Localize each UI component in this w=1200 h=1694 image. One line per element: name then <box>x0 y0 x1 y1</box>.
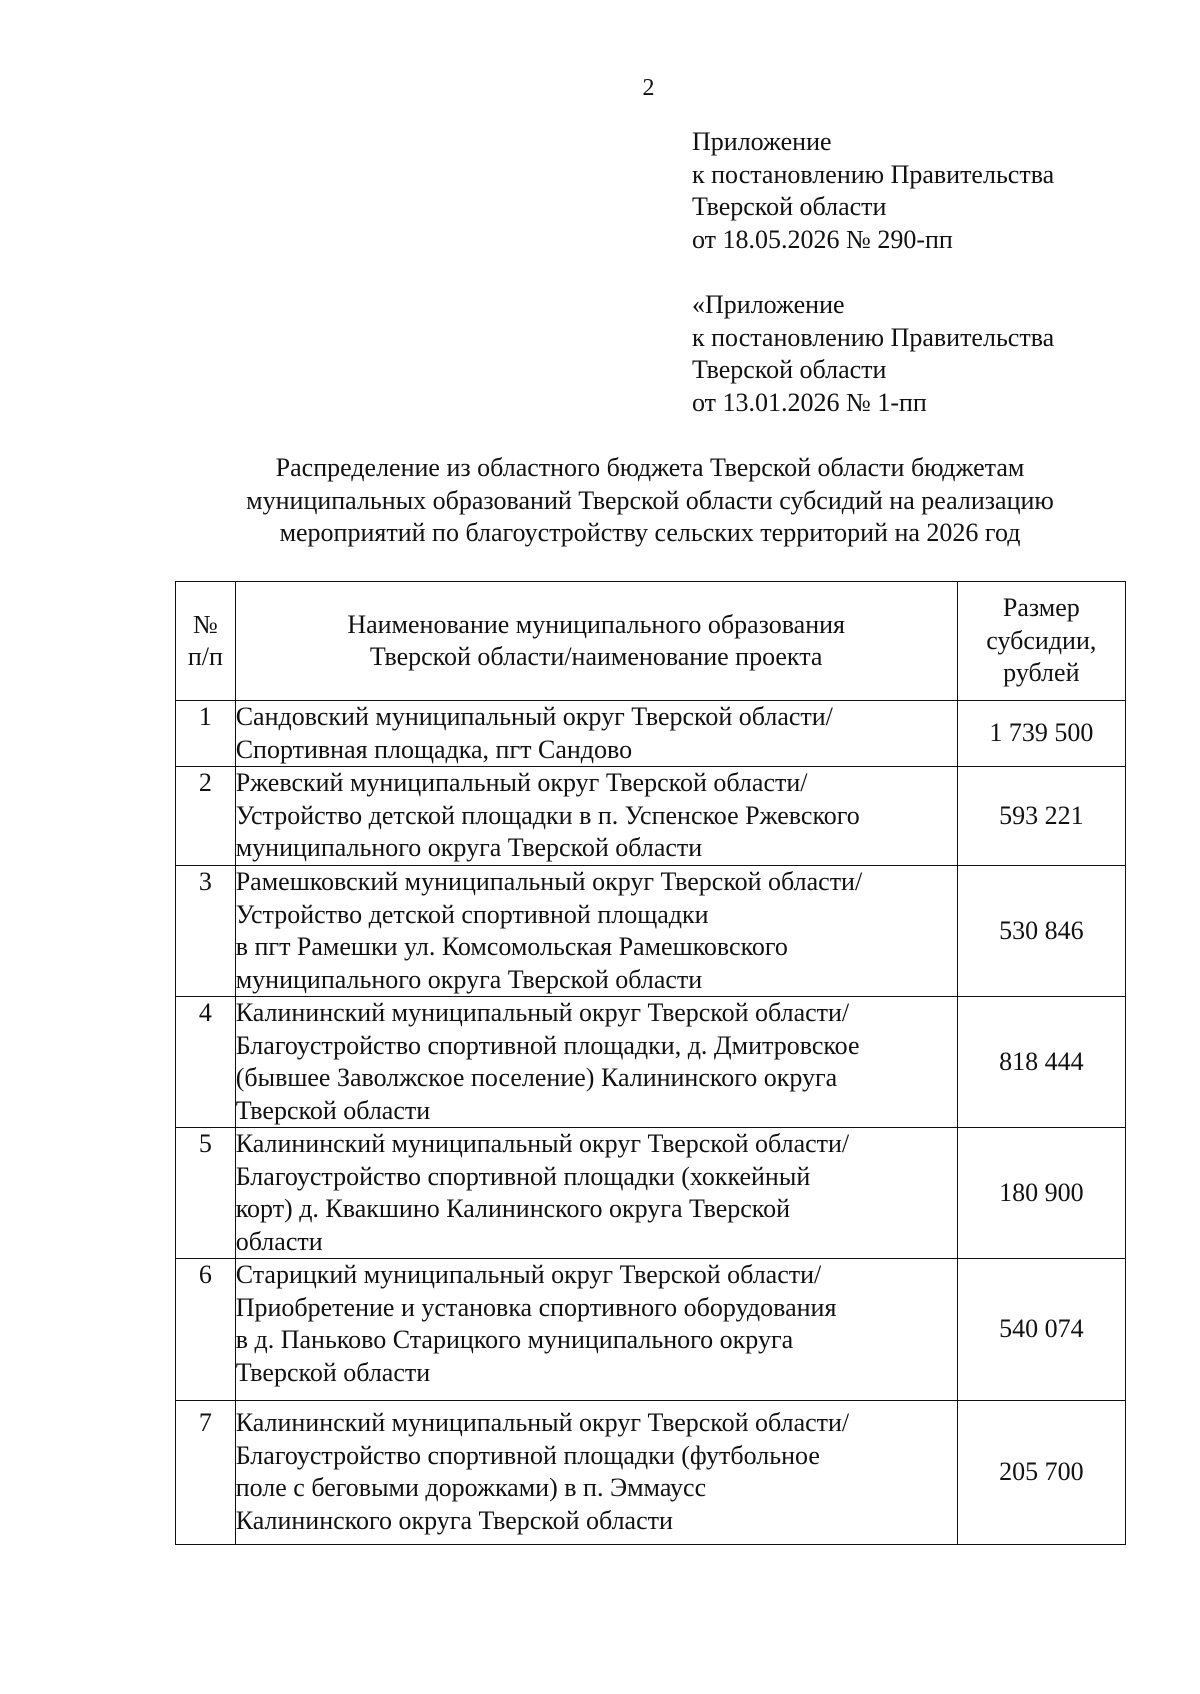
row-name-line: Благоустройство спортивной площадки (футбольное <box>235 1440 820 1470</box>
table-row <box>176 997 1126 1128</box>
row-amount: 593 221 <box>957 767 1125 866</box>
row-name-line: муниципального округа Тверской области <box>235 964 703 994</box>
row-number: 6 <box>176 1259 236 1401</box>
table-row <box>176 701 1126 767</box>
row-name-line: Калининского округа Тверской области <box>235 1505 673 1535</box>
appendix-original-line: Тверской области <box>692 355 887 384</box>
header-amount-line: субсидии, <box>986 625 1097 655</box>
table-row <box>176 1401 1126 1545</box>
appendix-current-line: от 18.05.2026 № 290-пп <box>692 224 953 254</box>
row-amount: 530 846 <box>957 866 1125 997</box>
table-header-row <box>176 582 1126 701</box>
appendix-current <box>692 126 1054 256</box>
row-name-line: Ржевский муниципальный округ Тверской области/ <box>235 768 808 797</box>
table-row <box>176 1128 1126 1259</box>
row-name-line: корт) д. Квакшино Калининского округа Тверской <box>235 1194 791 1223</box>
appendix-current-line: Приложение <box>692 127 832 156</box>
row-number: 5 <box>176 1128 236 1259</box>
row-name <box>235 767 957 866</box>
row-name <box>235 701 957 767</box>
row-name-line: Калининский муниципальный округ Тверской области/ <box>235 998 850 1027</box>
row-name-line: Приобретение и установка спортивного оборудования <box>235 1292 837 1322</box>
row-name-line: Тверской области <box>235 1357 431 1387</box>
subsidy-table <box>175 581 1126 1545</box>
row-amount: 180 900 <box>957 1128 1125 1259</box>
appendix-original-line: к постановлению Правительства <box>692 322 1055 352</box>
row-name <box>235 997 957 1128</box>
document-title-line: Распределение из областного бюджета Тверской области бюджетам <box>275 453 1025 482</box>
row-amount: 818 444 <box>957 997 1125 1128</box>
row-name-line: Старицкий муниципальный округ Тверской области/ <box>235 1260 822 1289</box>
row-name-line: Благоустройство спортивной площадки, д. Дмитровское <box>235 1030 860 1060</box>
row-name-line: Сандовский муниципальный округ Тверской области/ <box>235 702 833 731</box>
row-name-line: Благоустройство спортивной площадки (хоккейный <box>235 1161 811 1191</box>
header-name <box>235 582 957 701</box>
row-name-line: Устройство детской спортивной площадки <box>235 899 709 929</box>
document-title-line: муниципальных образований Тверской области субсидий на реализацию <box>246 485 1054 515</box>
header-amount-line: рублей <box>1003 658 1080 688</box>
appendix-current-line: Тверской области <box>692 192 887 221</box>
header-name-line: Тверской области/наименование проекта <box>369 642 823 671</box>
row-amount: 1 739 500 <box>957 701 1125 767</box>
row-name-line: области <box>235 1226 323 1256</box>
header-amount-line: Размер <box>1002 593 1080 623</box>
row-name-line: Калининский муниципальный округ Тверской области/ <box>235 1408 850 1437</box>
row-number: 4 <box>176 997 236 1128</box>
table-row <box>176 767 1126 866</box>
row-number: 7 <box>176 1401 236 1545</box>
row-name-line: поле с беговыми дорожками) в п. Эммаусс <box>235 1473 707 1502</box>
appendix-original-line: «Приложение <box>692 290 845 319</box>
row-name-line: в пгт Рамешки ул. Комсомольская Рамешковского <box>235 932 788 961</box>
appendix-original-line: от 13.01.2026 № 1-пп <box>692 387 927 417</box>
row-name-line: Рамешковский муниципальный округ Тверской области/ <box>235 867 863 896</box>
table-row <box>176 1259 1126 1401</box>
row-name <box>235 866 957 997</box>
row-name-line: Тверской области <box>235 1095 431 1125</box>
header-number-line: № <box>192 609 218 639</box>
appendix-original <box>692 289 1054 419</box>
row-name <box>235 1401 957 1545</box>
row-number: 1 <box>176 701 236 767</box>
row-amount: 205 700 <box>957 1401 1125 1545</box>
row-amount: 540 074 <box>957 1259 1125 1401</box>
row-name-line: муниципального округа Тверской области <box>235 833 703 862</box>
page-number: 2 <box>642 75 655 101</box>
row-name-line: Калининский муниципальный округ Тверской области/ <box>235 1129 850 1158</box>
header-number <box>176 582 236 701</box>
table-row <box>176 866 1126 997</box>
row-name-line: Устройство детской площадки в п. Успенское Ржевского <box>235 800 860 830</box>
row-name-line: Спортивная площадка, пгт Сандово <box>235 734 633 764</box>
row-name <box>235 1259 957 1401</box>
row-name <box>235 1128 957 1259</box>
row-name-line: (бывшее Заволжское поселение) Калининского округа <box>235 1063 838 1092</box>
row-number: 3 <box>176 866 236 997</box>
header-amount <box>957 582 1125 701</box>
header-number-line: п/п <box>187 642 223 671</box>
row-name-line: в д. Паньково Старицкого муниципального округа <box>235 1325 794 1354</box>
document-title-line: мероприятий по благоустройству сельских территорий на 2026 год <box>279 518 1021 547</box>
appendix-current-line: к постановлению Правительства <box>692 159 1055 189</box>
header-name-line: Наименование муниципального образования <box>347 609 846 639</box>
row-number: 2 <box>176 767 236 866</box>
document-title <box>180 452 1120 550</box>
